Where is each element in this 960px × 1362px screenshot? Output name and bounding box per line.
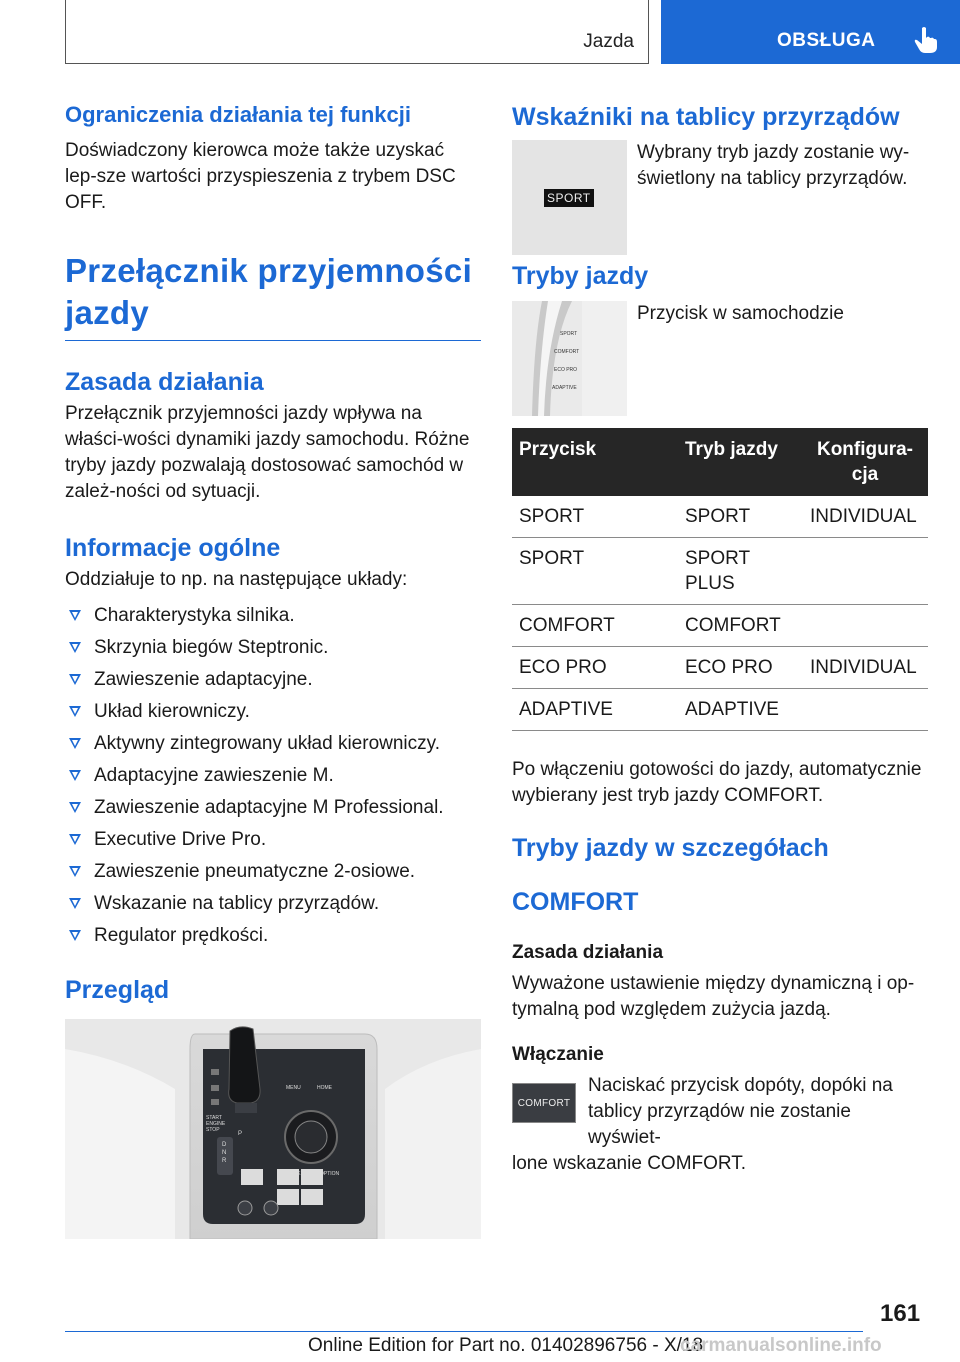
table-cell: INDIVIDUAL <box>803 496 928 538</box>
center-console-illustration <box>65 1019 481 1239</box>
comfort-enable-heading: Włączanie <box>512 1044 604 1065</box>
hand-pointer-icon <box>913 26 939 54</box>
table-cell: ADAPTIVE <box>512 689 678 731</box>
right-column <box>512 100 928 1177</box>
table-cell: ECO PRO <box>512 647 678 689</box>
header-section-label: Jazda <box>583 31 634 52</box>
header-chapter-label: OBSŁUGA <box>777 30 876 51</box>
mode-button-comfort: COMFORT <box>554 349 580 355</box>
list-item: Zawieszenie adaptacyjne. <box>65 667 481 693</box>
table-cell: SPORT <box>512 496 678 538</box>
bullet-triangle-icon <box>69 866 81 877</box>
bullet-triangle-icon <box>69 930 81 941</box>
table-cell <box>803 605 928 647</box>
page-number: 161 <box>880 1300 921 1327</box>
list-item: Skrzynia biegów Steptronic. <box>65 635 481 661</box>
mode-buttons-illustration <box>512 301 627 416</box>
table-header-cell: Przycisk <box>512 428 678 496</box>
modes-heading: Tryby jazdy <box>512 262 649 290</box>
console-label-menu: MENU <box>286 1085 301 1091</box>
modes-caption: Przycisk w samochodzie <box>637 303 844 324</box>
table-header-cell: Konfigura- cja <box>803 428 928 496</box>
table-cell: COMFORT <box>512 605 678 647</box>
sport-badge: SPORT <box>544 189 594 207</box>
console-label-gear: D N R <box>222 1142 227 1164</box>
header-section-box <box>65 0 649 64</box>
list-item: Wskazanie na tablicy przyrządów. <box>65 891 481 917</box>
sport-display-image <box>512 140 627 255</box>
mode-button-eco-pro: ECO PRO <box>554 367 578 373</box>
comfort-principle-heading: Zasada działania <box>512 942 664 963</box>
mode-buttons-photo <box>512 301 627 416</box>
comfort-enable-row <box>512 1073 928 1151</box>
header-chapter-tab[interactable] <box>661 0 960 64</box>
main-heading-block <box>65 250 481 341</box>
list-item: Charakterystyka silnika. <box>65 603 481 629</box>
table-row <box>512 538 928 605</box>
bullet-triangle-icon <box>69 674 81 685</box>
table-cell: INDIVIDUAL <box>803 647 928 689</box>
bullet-triangle-icon <box>69 898 81 909</box>
comfort-enable-text-a: Naciskać przycisk dopóty, dopóki na tablicy przyrządów nie zostanie wyświet- <box>588 1075 893 1148</box>
principle-text: Przełącznik przyjemności jazdy wpływa na właści-wości dynamiki jazdy samochodu. Różne tryby jazdy pozwalają dostosować samochód w zależ-ności od sytuacji. <box>65 403 470 502</box>
console-label-park: P <box>238 1131 243 1137</box>
main-heading: Przełącznik przyjemności jazdy <box>65 252 473 331</box>
general-heading: Informacje ogólne <box>65 534 281 562</box>
center-console-photo <box>65 1019 481 1239</box>
table-cell: ADAPTIVE <box>678 689 803 731</box>
left-column <box>65 100 481 1239</box>
table-header-cell: Tryb jazdy <box>678 428 803 496</box>
table-cell: COMFORT <box>678 605 803 647</box>
table-cell: SPORT <box>512 538 678 605</box>
limits-text: Doświadczony kierowca może także uzyskać lep-sze wartości przyspieszenia z trybem DSC OFF. <box>65 140 456 213</box>
footer-edition: Online Edition for Part no. 01402896756 - X/18 <box>308 1335 704 1356</box>
list-item: Aktywny zintegrowany układ kierowniczy. <box>65 731 481 757</box>
indicators-heading: Wskaźniki na tablicy przyrządów <box>512 103 900 131</box>
comfort-badge: COMFORT <box>517 1097 571 1109</box>
table-cell: SPORT PLUS <box>678 538 803 605</box>
console-label-option: OPTION <box>320 1171 340 1177</box>
bullet-triangle-icon <box>69 738 81 749</box>
table-cell: SPORT <box>678 496 803 538</box>
modes-table <box>512 428 928 731</box>
indicators-text: Wybrany tryb jazdy zostanie wy-świetlony na tablicy przyrządów. <box>637 142 910 189</box>
overview-heading: Przegląd <box>65 976 170 1004</box>
indicators-row <box>512 140 928 255</box>
table-row <box>512 647 928 689</box>
list-item: Układ kierowniczy. <box>65 699 481 725</box>
console-label-start: START ENGINE STOP <box>206 1115 226 1133</box>
table-row <box>512 605 928 647</box>
console-label-home: HOME <box>317 1085 332 1091</box>
list-item: Zawieszenie adaptacyjne M Professional. <box>65 795 481 821</box>
list-item: Adaptacyjne zawieszenie M. <box>65 763 481 789</box>
modes-row <box>512 301 928 416</box>
comfort-heading: COMFORT <box>512 888 639 916</box>
list-item: Regulator prędkości. <box>65 923 481 949</box>
details-heading: Tryby jazdy w szczegółach <box>512 834 829 862</box>
table-cell: ECO PRO <box>678 647 803 689</box>
bullet-triangle-icon <box>69 802 81 813</box>
list-item: Executive Drive Pro. <box>65 827 481 853</box>
systems-list <box>65 603 481 949</box>
bullet-triangle-icon <box>69 642 81 653</box>
footer-rule <box>65 1331 863 1332</box>
mode-button-adaptive: ADAPTIVE <box>552 385 577 391</box>
principle-heading: Zasada działania <box>65 368 264 396</box>
table-cell <box>803 538 928 605</box>
general-intro: Oddziałuje to np. na następujące układy: <box>65 569 408 590</box>
after-table-text: Po włączeniu gotowości do jazdy, automatycznie wybierany jest tryb jazdy COMFORT. <box>512 759 922 806</box>
table-cell <box>803 689 928 731</box>
list-item: Zawieszenie pneumatyczne 2-osiowe. <box>65 859 481 885</box>
mode-button-sport: SPORT <box>560 331 578 337</box>
comfort-button-image <box>512 1083 576 1123</box>
bullet-triangle-icon <box>69 770 81 781</box>
console-label-back: BACK <box>287 1171 301 1177</box>
table-row <box>512 496 928 538</box>
bullet-triangle-icon <box>69 706 81 717</box>
footer-watermark: carmanualsonline.info <box>680 1335 882 1356</box>
table-row <box>512 689 928 731</box>
comfort-principle-text: Wyważone ustawienie między dynamiczną i op-tymalną pod względem zużycia jazdą. <box>512 973 915 1020</box>
bullet-triangle-icon <box>69 834 81 845</box>
limits-heading: Ograniczenia działania tej funkcji <box>65 102 411 127</box>
table-header-row <box>512 428 928 496</box>
bullet-triangle-icon <box>69 610 81 621</box>
comfort-enable-text-b: lone wskazanie COMFORT. <box>512 1153 747 1174</box>
